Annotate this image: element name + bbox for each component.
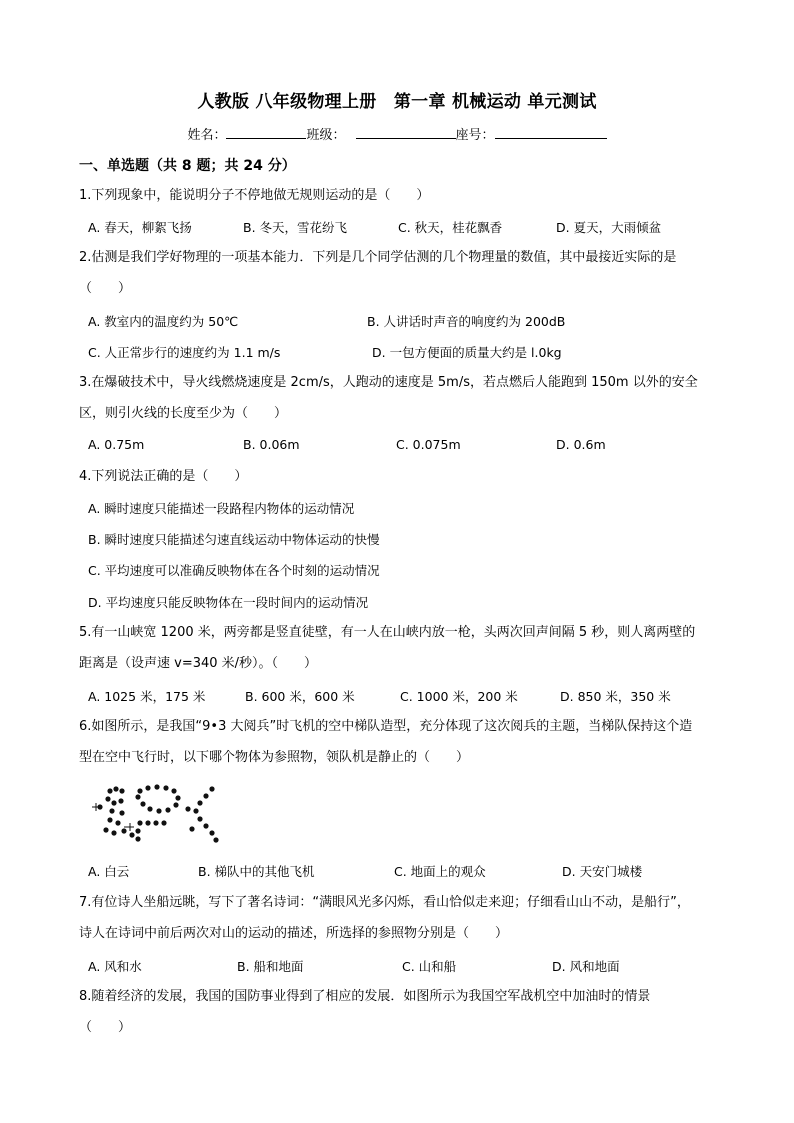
question-1-option-d[interactable]: D. 夏天，大雨倾盆 (556, 220, 662, 235)
seat-label: 座号： (455, 128, 495, 143)
question-4-option-d[interactable]: D. 平均速度只能反映物体在一段时间内的运动情况 (88, 595, 369, 610)
question-2-option-b[interactable]: B. 人讲话时声音的响度约为 200dB (367, 314, 566, 329)
aircraft-formation-figure (88, 783, 228, 845)
question-5-stem (79, 617, 719, 679)
question-6-stem (79, 711, 719, 773)
question-line: 2.估测是我们学好物理的一项基本能力．下列是几个同学估测的几个物理量的数值，其中最接近实际的是 (79, 250, 677, 265)
question-4-option-c[interactable]: C. 平均速度可以准确反映物体在各个时刻的运动情况 (88, 563, 380, 578)
name-blank[interactable] (226, 126, 306, 139)
question-line: 7.有位诗人坐船远眺，写下了著名诗词：“满眼风光多闪烁，看山恰似走来迎；仔细看山山不动，是船行”， (79, 895, 690, 910)
question-line: 区，则引火线的长度至少为（ ） (79, 406, 288, 421)
question-line: 诗人在诗词中前后两次对山的运动的描述，所选择的参照物分别是（ ） (79, 926, 509, 941)
question-3-option-c[interactable]: C. 0.075m (396, 437, 461, 452)
question-7-stem (79, 887, 719, 949)
question-5-option-a[interactable]: A. 1025 米，175 米 (88, 689, 206, 704)
question-1-stem (79, 180, 719, 211)
question-line: 5.有一山峡宽 1200 米，两旁都是竖直徒壁，有一人在山峡内放一枪，头两次回声间隔 5 秒，则人离两壁的 (79, 625, 696, 640)
question-2-option-a[interactable]: A. 教室内的温度约为 50℃ (88, 314, 239, 329)
class-blank[interactable] (356, 126, 456, 139)
question-6-option-d[interactable]: D. 天安门城楼 (562, 864, 643, 879)
student-info-line (0, 124, 794, 143)
name-label: 姓名： (187, 128, 227, 143)
question-2-option-d[interactable]: D. 一包方便面的质量大约是 l.0kg (372, 345, 562, 360)
question-6-option-c[interactable]: C. 地面上的观众 (394, 864, 486, 879)
question-4-option-b[interactable]: B. 瞬时速度只能描述匀速直线运动中物体运动的快慢 (88, 532, 380, 547)
question-line: 8.随着经济的发展，我国的国防事业得到了相应的发展．如图所示为我国空军战机空中加油时的情景 (79, 989, 651, 1004)
question-line: 4.下列说法正确的是（ ） (79, 469, 248, 484)
question-6-option-a[interactable]: A. 白云 (88, 864, 130, 879)
question-line: 1.下列现象中，能说明分子不停地做无规则运动的是（ ） (79, 188, 430, 203)
question-6-option-b[interactable]: B. 梯队中的其他飞机 (198, 864, 315, 879)
question-7-option-a[interactable]: A. 风和水 (88, 959, 142, 974)
question-1-option-b[interactable]: B. 冬天，雪花纷飞 (243, 220, 348, 235)
question-5-option-c[interactable]: C. 1000 米，200 米 (400, 689, 518, 704)
question-5-option-b[interactable]: B. 600 米，600 米 (245, 689, 355, 704)
question-3-option-d[interactable]: D. 0.6m (556, 437, 606, 452)
question-line: （ ） (79, 1020, 132, 1035)
question-2-option-c[interactable]: C. 人正常步行的速度约为 1.1 m/s (88, 345, 281, 360)
question-7-option-c[interactable]: C. 山和船 (402, 959, 457, 974)
question-1-option-c[interactable]: C. 秋天，桂花飘香 (398, 220, 503, 235)
question-3-option-b[interactable]: B. 0.06m (243, 437, 300, 452)
question-1-option-a[interactable]: A. 春天，柳絮飞扬 (88, 220, 192, 235)
question-line: 6.如图所示，是我国“9•3 大阅兵”时飞机的空中梯队造型，充分体现了这次阅兵的主题，当梯队保持这个造 (79, 719, 693, 734)
question-line: 型在空中飞行时，以下哪个物体为参照物，领队机是静止的（ ） (79, 750, 470, 765)
section-heading: 一、单选题（共 8 题；共 24 分） (79, 158, 296, 174)
question-3-option-a[interactable]: A. 0.75m (88, 437, 145, 452)
class-label: 班级： (306, 128, 346, 143)
question-4-option-a[interactable]: A. 瞬时速度只能描述一段路程内物体的运动情况 (88, 501, 355, 516)
question-line: 3.在爆破技术中，导火线燃烧速度是 2cm/s，人跑动的速度是 5m/s，若点燃后人能跑到 150m 以外的安全 (79, 375, 698, 390)
seat-blank[interactable] (495, 126, 607, 139)
question-8-stem (79, 981, 719, 1043)
question-line: （ ） (79, 281, 132, 296)
question-line: 距离是（设声速 v=340 米/秒）。（ ） (79, 656, 318, 671)
question-3-stem (79, 367, 719, 429)
question-2-stem (79, 242, 719, 304)
question-5-option-d[interactable]: D. 850 米，350 米 (560, 689, 671, 704)
question-7-option-b[interactable]: B. 船和地面 (237, 959, 304, 974)
question-4-stem (79, 461, 719, 492)
page-title: 人教版 八年级物理上册 第一章 机械运动 单元测试 (197, 92, 597, 112)
question-7-option-d[interactable]: D. 风和地面 (552, 959, 620, 974)
